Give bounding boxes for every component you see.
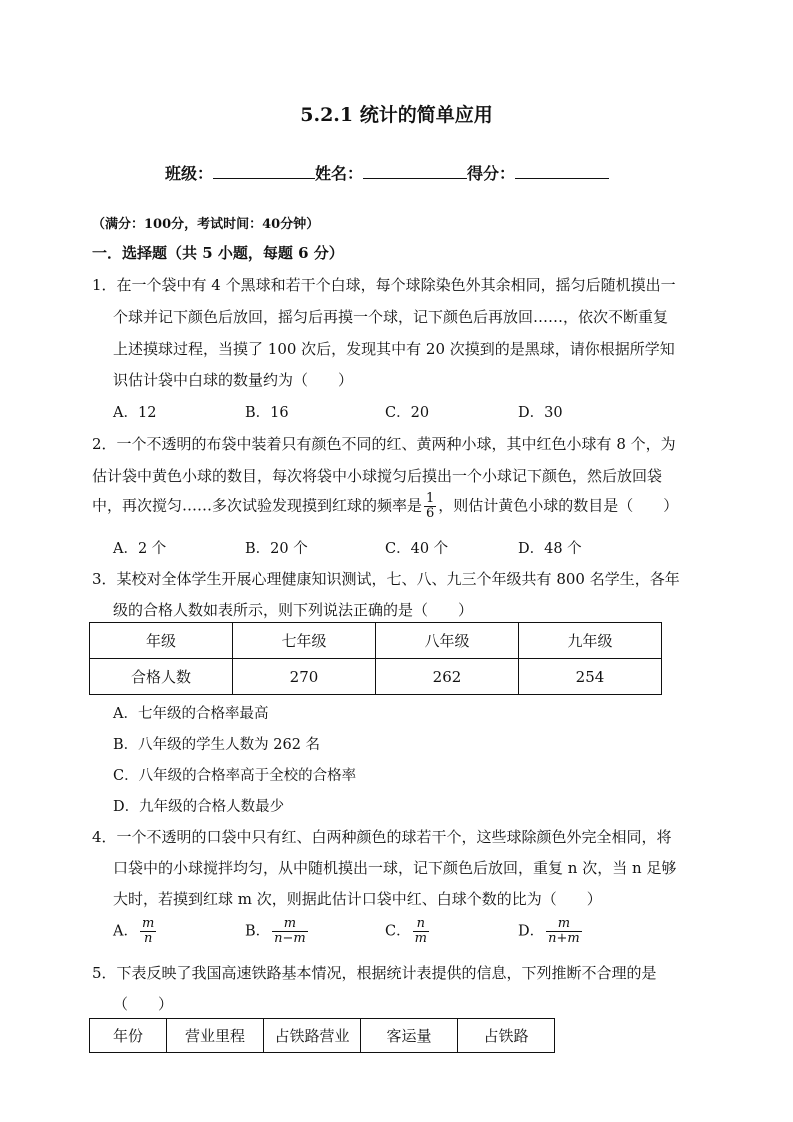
section-heading: 一．选择题（共 5 小题，每题 6 分） bbox=[92, 244, 344, 262]
table-cell: 合格人数 bbox=[90, 659, 233, 695]
option-label: D． bbox=[518, 923, 545, 940]
student-info-line bbox=[165, 160, 609, 184]
q2-line-3 bbox=[92, 492, 678, 521]
table-cell: 营业里程 bbox=[167, 1019, 264, 1053]
option-label: A． bbox=[113, 923, 138, 940]
table-cell: 八年级 bbox=[376, 623, 519, 659]
q3-option-b: B．八年级的学生人数为 262 名 bbox=[113, 737, 321, 753]
q2-option-a: A．2 个 bbox=[113, 541, 167, 557]
score-label: 得分： bbox=[467, 164, 516, 183]
q5-table bbox=[89, 1018, 555, 1053]
q1-option-d: D．30 bbox=[518, 405, 563, 421]
q1-line-1: 1．在一个袋中有 4 个黑球和若干个白球，每个球除染色外其余相同，摇匀后随机摸出一 bbox=[92, 276, 676, 294]
q3-option-c: C．八年级的合格率高于全校的合格率 bbox=[113, 768, 357, 784]
q4-line-3: 大时，若摸到红球 m 次，则据此估计口袋中红、白球个数的比为（ ） bbox=[113, 890, 602, 908]
frac-numerator: m bbox=[557, 916, 571, 931]
q3-option-a: A．七年级的合格率最高 bbox=[113, 706, 269, 722]
frac-numerator: n bbox=[416, 916, 425, 931]
q5-table-header-row bbox=[90, 1019, 555, 1053]
frac-denominator: 6 bbox=[426, 506, 435, 521]
q3-table-data-row bbox=[90, 659, 662, 695]
q3-line-2: 级的合格人数如表所示，则下列说法正确的是（ ） bbox=[113, 601, 474, 619]
q1-line-3: 上述摸球过程，当摸了 100 次后，发现其中有 20 次摸到的是黑球，请你根据所学知 bbox=[113, 340, 675, 358]
q1-line-2: 个球并记下颜色后放回，摇匀后再摸一个球，记下颜色后再放回……，依次不断重复 bbox=[113, 308, 669, 326]
table-cell: 262 bbox=[376, 659, 519, 695]
q3-table bbox=[89, 622, 662, 695]
table-cell: 客运量 bbox=[361, 1019, 458, 1053]
class-label: 班级： bbox=[165, 164, 214, 183]
table-cell: 年级 bbox=[90, 623, 233, 659]
q4-option-b bbox=[245, 917, 310, 946]
fraction bbox=[140, 917, 156, 946]
frac-numerator: m bbox=[283, 916, 297, 931]
table-cell: 年份 bbox=[90, 1019, 167, 1053]
q4-option-a bbox=[113, 917, 158, 946]
page-title: 5.2.1 统计的简单应用 bbox=[300, 104, 493, 126]
q2-option-d: D．48 个 bbox=[518, 541, 582, 557]
frac-denominator: n bbox=[140, 931, 156, 946]
q2-option-c: C．40 个 bbox=[385, 541, 449, 557]
frac-numerator: m bbox=[141, 916, 155, 931]
frac-denominator: m bbox=[414, 931, 427, 946]
q5-line-1: 5．下表反映了我国高速铁路基本情况，根据统计表提供的信息，下列推断不合理的是 bbox=[92, 964, 657, 982]
q5-line-2: （ ） bbox=[113, 995, 174, 1013]
q4-option-d bbox=[518, 917, 584, 946]
table-cell: 254 bbox=[519, 659, 662, 695]
q3-option-d: D．九年级的合格人数最少 bbox=[113, 799, 285, 815]
table-cell: 九年级 bbox=[519, 623, 662, 659]
fraction bbox=[272, 917, 308, 946]
q3-line-1: 3．某校对全体学生开展心理健康知识测试，七、八、九三个年级共有 800 名学生，各年 bbox=[92, 570, 680, 588]
name-blank bbox=[363, 160, 467, 179]
fraction bbox=[413, 917, 429, 946]
q1-option-a: A．12 bbox=[113, 405, 157, 421]
score-blank bbox=[515, 160, 609, 179]
frac-denominator: n−m bbox=[274, 931, 306, 946]
q2-line-3-after: ，则估计黄色小球的数目是（ ） bbox=[438, 496, 679, 515]
frac-numerator: 1 bbox=[426, 491, 435, 506]
q1-option-c: C．20 bbox=[385, 405, 430, 421]
q3-table-header-row bbox=[90, 623, 662, 659]
option-label: C． bbox=[385, 923, 411, 940]
fraction bbox=[546, 917, 582, 946]
frac-denominator: n+m bbox=[548, 931, 580, 946]
class-blank bbox=[213, 160, 315, 179]
q4-line-2: 口袋中的小球搅拌均匀，从中随机摸出一球，记下颜色后放回，重复 n 次，当 n 足够 bbox=[113, 859, 677, 877]
option-label: B． bbox=[245, 923, 271, 940]
table-cell: 占铁路营业 bbox=[264, 1019, 361, 1053]
q2-line-2: 估计袋中黄色小球的数目，每次将袋中小球搅匀后摸出一个小球记下颜色，然后放回袋 bbox=[92, 467, 663, 485]
frac-one-sixth bbox=[424, 492, 436, 521]
q1-option-b: B．16 bbox=[245, 405, 289, 421]
q2-option-b: B．20 个 bbox=[245, 541, 308, 557]
q4-option-c bbox=[385, 917, 431, 946]
q2-line-3-before: 中，再次搅匀……多次试验发现摸到红球的频率是 bbox=[92, 496, 423, 515]
table-cell: 七年级 bbox=[233, 623, 376, 659]
q1-line-4: 识估计袋中白球的数量约为（ ） bbox=[113, 371, 354, 389]
q2-line-1: 2．一个不透明的布袋中装着只有颜色不同的红、黄两种小球，其中红色小球有 8 个，为 bbox=[92, 435, 676, 453]
exam-note: （满分：100分，考试时间：40分钟） bbox=[92, 217, 320, 232]
table-cell: 占铁路 bbox=[458, 1019, 555, 1053]
q4-line-1: 4．一个不透明的口袋中只有红、白两种颜色的球若干个，这些球除颜色外完全相同，将 bbox=[92, 828, 672, 846]
name-label: 姓名： bbox=[315, 164, 364, 183]
table-cell: 270 bbox=[233, 659, 376, 695]
